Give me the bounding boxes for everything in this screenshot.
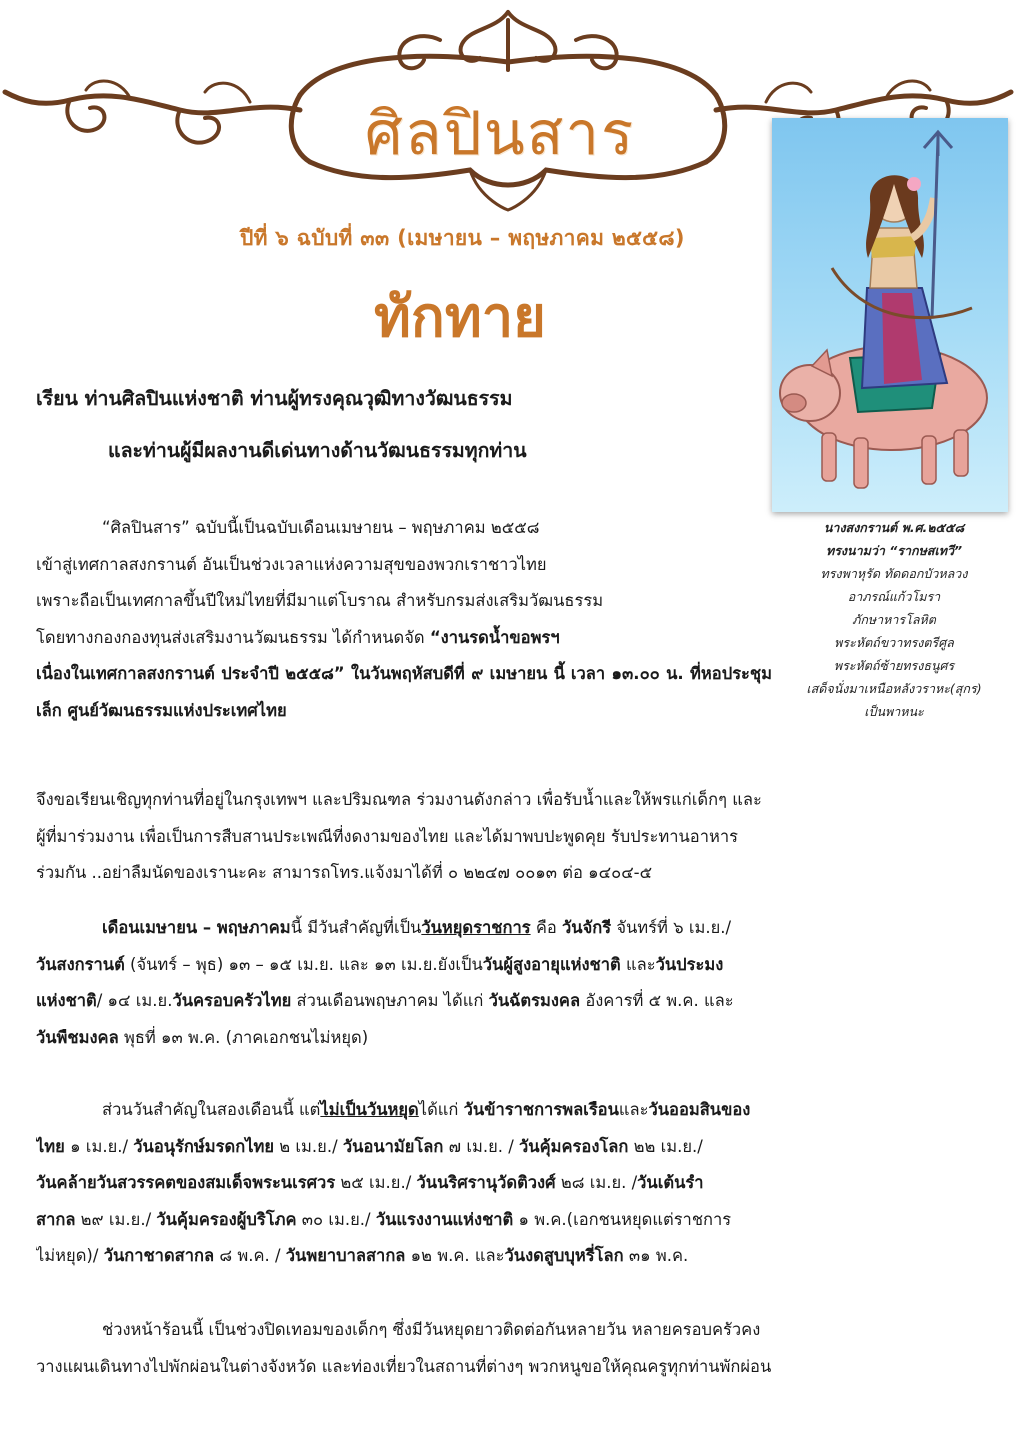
paragraph-invitation [36,782,996,892]
text-run: ๓๐ เม.ย./ [296,1209,376,1229]
text-run: ๒๕ เม.ย./ [335,1173,417,1192]
text-run: ๑ พ.ค.(เอกชนหยุดแต่ราชการ [513,1209,732,1229]
text-line: ผู้ที่มาร่วมงาน เพื่อเป็นการสืบสานประเพณีที่งดงามของไทย และได้มาพบปะพูดคุย รับประทานอาหาร [36,826,738,846]
text-line: วางแผนเดินทางไปพักผ่อนในต่างจังหวัด และท่องเที่ยวในสถานที่ต่างๆ พวกหนูขอให้คุณครูทุกท่านพักผ่อน [36,1356,772,1376]
bold-run: วันพยาบาลสากล [285,1246,406,1265]
text-line: เข้าสู่เทศกาลสงกรานต์ อันเป็นช่วงเวลาแห่งความสุขของพวกเราชาวไทย [36,554,547,574]
non-holiday-label: ไม่เป็นวันหยุด [320,1100,419,1119]
paragraph-observances [36,1092,996,1275]
bold-run: วันผู้สูงอายุแห่งชาติ [482,954,621,974]
bold-run: วันนริศรานุวัดติวงศ์ [416,1173,556,1192]
text-line: ร่วมกัน ..อย่าลืมนัดของเรานะคะ สามารถโทร.แจ้งมาได้ที่ ๐ ๒๒๔๗ ๐๐๑๓ ต่อ ๑๔๐๔-๕ [36,863,653,882]
text-run: ๒ เม.ย./ [274,1136,343,1156]
caption-line: นางสงกรานต์ พ.ศ.๒๕๕๘ [823,520,965,535]
text-line [36,1092,996,1129]
holiday-label: วันหยุดราชการ [421,918,531,937]
text-run: / ๑๔ เม.ย. [96,991,173,1010]
text-run: ส่วนเดือนพฤษภาคม ได้แก่ [291,991,489,1010]
caption-line: อาภรณ์แก้วโมรา [847,589,941,604]
text-run: คือ [530,918,563,937]
text-run: ๓๑ พ.ค. [623,1246,689,1265]
caption-line: เสด็จนั่งมาเหนือหลังวราหะ(สุกร) [806,681,982,696]
caption-line: ทรงพาหุรัด ทัดดอกบัวหลวง [820,566,968,581]
text-run: นี้ มีวันสำคัญที่เป็น [290,918,422,937]
text-run: ๒๒ เม.ย./ [628,1136,703,1156]
caption-line: ทรงนามว่า “รากษสเทวี” [825,543,963,558]
text-run: อังคารที่ ๕ พ.ค. และ [580,991,734,1010]
bold-run: วันคุ้มครองโลก [519,1136,629,1156]
bold-run: วันจักรี [562,918,612,937]
bold-run: วันข้าราชการพลเรือน [463,1100,619,1119]
paragraph-holidays [36,910,996,1056]
bold-run: วันอนามัยโลก [342,1136,444,1156]
caption-line: เป็นพาหนะ [864,704,924,719]
text-run: ๒๘ เม.ย. / [555,1173,638,1192]
text-line: เนื่องในเทศกาลสงกรานต์ ประจำปี ๒๕๕๘” ในวันพฤหัสบดีที่ ๙ เมษายน นี้ [36,664,565,683]
bold-run: วันแรงงานแห่งชาติ [375,1209,514,1229]
text-line [36,1165,996,1202]
bold-run: วันฉัตรมงคล [488,991,581,1010]
text-run: จันทร์ที่ ๖ เม.ย./ [611,918,732,937]
songkran-goddess-riding-pig-icon [772,118,1008,512]
text-run: ๘ พ.ค. / [214,1246,286,1265]
text-run: และ [618,1100,649,1119]
bold-run: วันออมสินของ [648,1100,751,1119]
text-line: เวลา ๑๓.๐๐ น. ที่หอประชุมเล็ก ศูนย์วัฒนธรรมแห่งประเทศไทย [36,664,772,720]
text-line [36,1202,996,1239]
bold-run: สากล [36,1209,76,1229]
songkran-goddess-illustration [772,118,1008,512]
bold-run: วันอนุรักษ์มรดกไทย [133,1136,275,1156]
text-line [36,1129,996,1166]
text-line: ช่วงหน้าร้อนนี้ เป็นช่วงปิดเทอมของเด็กๆ ซึ่งมีวันหยุดยาวติดต่อกันหลายวัน หลายครอบครัวคง [102,1320,761,1339]
masthead-title: ศิลปินสาร [364,99,636,169]
text-line [36,1238,996,1275]
bold-run: วันพืชมงคล [36,1027,119,1047]
bold-run: วันงดสูบบุหรี่โลก [504,1246,624,1265]
bold-run: วันเต้นรำ [637,1173,704,1192]
text-line [36,910,996,947]
text-line: จึงขอเรียนเชิญทุกท่านที่อยู่ในกรุงเทพฯ และปริมณฑล ร่วมงานดังกล่าว เพื่อรับน้ำและให้พรแก่เด็กๆ และ [36,790,762,809]
text-line [36,620,772,657]
caption-line: พระหัตถ์ซ้ายทรงธนูศร [833,658,955,673]
text-run: และ [620,954,656,974]
figure-caption [776,516,1012,723]
text-line [36,1020,996,1057]
section-title: ทักทาย [374,285,546,350]
text-run: ๒๙ เม.ย./ [75,1209,157,1229]
bold-run: วันกาชาดสากล [103,1246,215,1265]
text-run: พุธที่ ๑๓ พ.ค. (ภาคเอกชนไม่หยุด) [118,1027,369,1047]
salutation-line: เรียน ท่านศิลปินแห่งชาติ ท่านผู้ทรงคุณวุฒิทางวัฒนธรรม [36,387,513,410]
text-line [36,983,996,1020]
text-run: ส่วนวันสำคัญในสองเดือนนี้ แต่ [102,1100,321,1119]
text-line [36,947,996,984]
bold-run: วันคุ้มครองผู้บริโภค [156,1209,297,1229]
text-line: “ศิลปินสาร” ฉบับนี้เป็นฉบับเดือนเมษายน – พฤษภาคม ๒๕๕๘ [102,518,540,537]
text-run: ๑๒ พ.ค. และ [405,1246,505,1265]
salutation-line: และท่านผู้มีผลงานดีเด่นทางด้านวัฒนธรรมทุกท่าน [108,439,527,462]
bold-run: วันคล้ายวันสวรรคตของสมเด็จพระนเรศวร [36,1173,336,1192]
text-run: ๑ เม.ย./ [64,1136,134,1156]
text-run: ได้แก่ [418,1100,464,1119]
caption-line: พระหัตถ์ขวาทรงตรีศูล [834,635,954,650]
bold-run: แห่งชาติ [36,991,97,1010]
bold-run: เดือนเมษายน – พฤษภาคม [102,918,291,937]
text-line: เพราะถือเป็นเทศกาลขึ้นปีใหม่ไทยที่มีมาแต่โบราณ สำหรับกรมส่งเสริมวัฒนธรรม [36,591,604,610]
paragraph-summer [36,1312,996,1385]
bold-run: วันประมง [655,954,724,974]
bold-run: วันครอบครัวไทย [172,991,292,1010]
text-run: ไม่หยุด)/ [36,1246,104,1265]
bold-run: วันสงกรานต์ [36,954,125,974]
issue-line: ปีที่ ๖ ฉบับที่ ๓๓ (เมษายน – พฤษภาคม ๒๕๕๘) [240,226,685,250]
event-name: “งานรดน้ำขอพรฯ [429,627,560,647]
bold-run: ไทย [36,1136,65,1156]
caption-line: ภักษาหารโลหิต [852,612,936,627]
text-run: ๗ เม.ย. / [443,1136,520,1156]
paragraph-intro [36,510,772,729]
text-run: โดยทางกองกองทุนส่งเสริมงานวัฒนธรรม ได้กำหนดจัด [36,627,430,647]
text-run: (จันทร์ – พุธ) ๑๓ – ๑๕ เม.ย. และ ๑๓ เม.ย.ยังเป็น [124,954,483,974]
